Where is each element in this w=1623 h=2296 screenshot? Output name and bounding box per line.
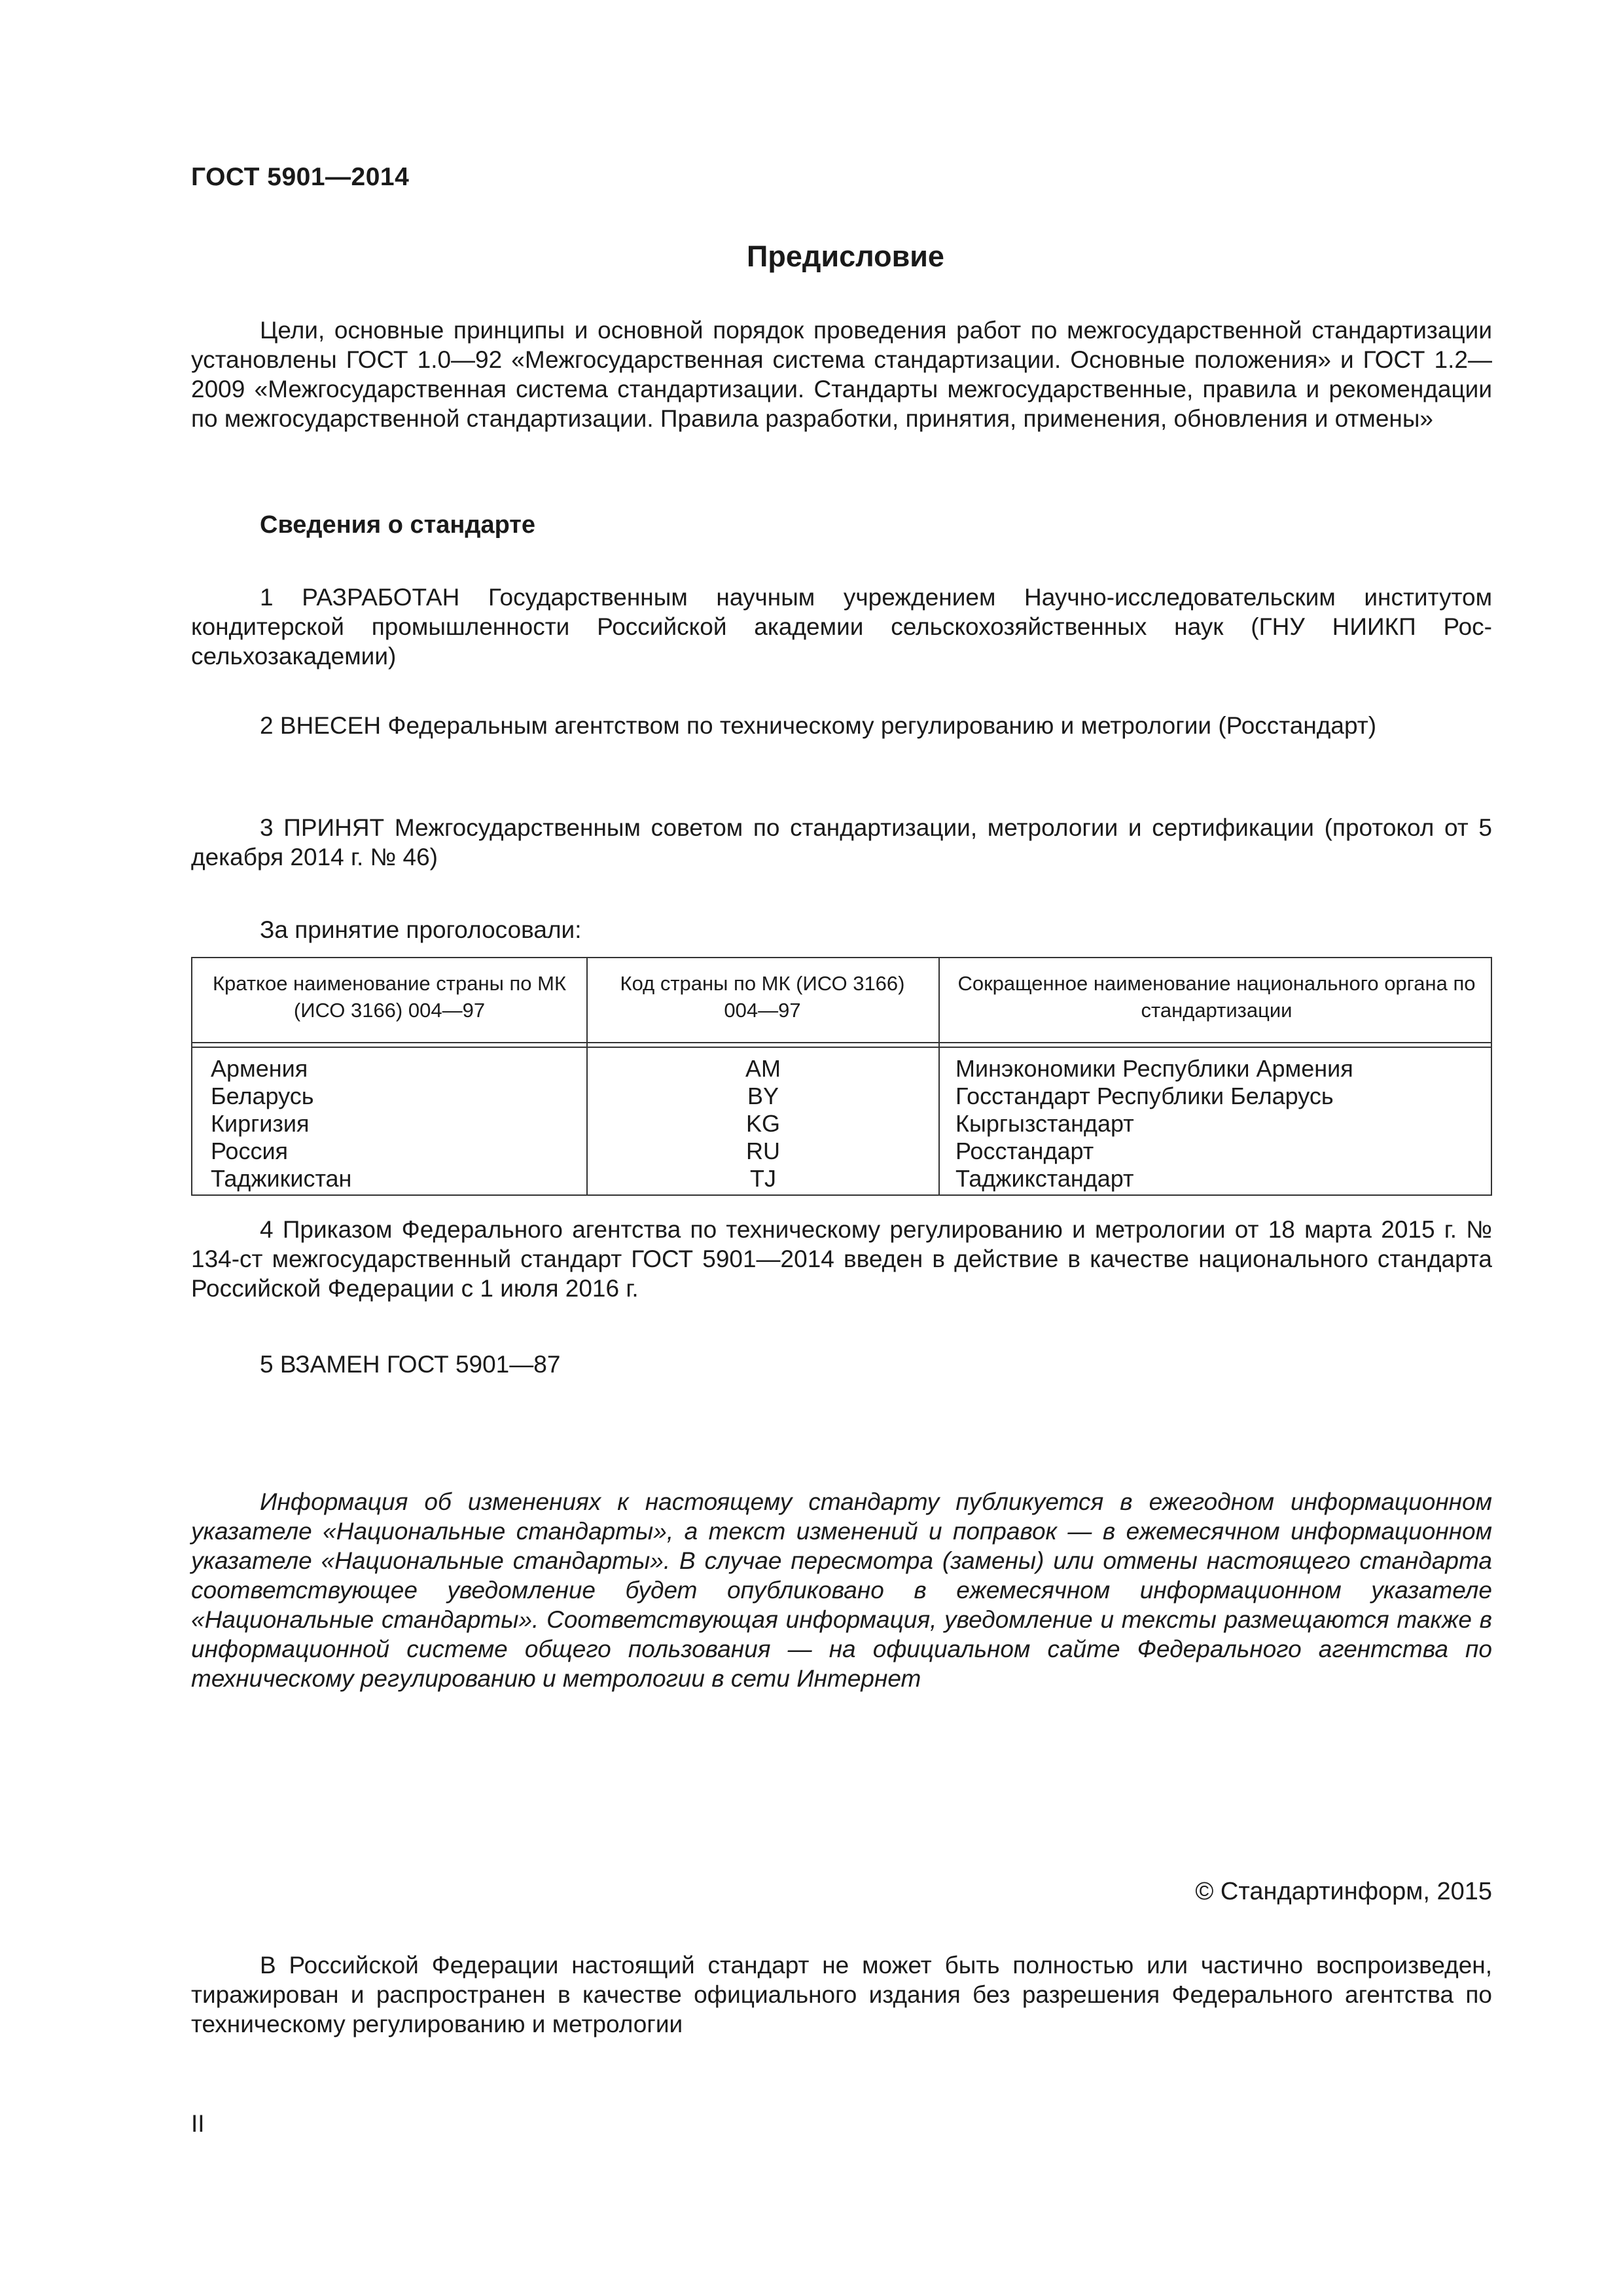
table-cell: TJ: [750, 1165, 776, 1192]
intro-paragraph: Цели, основные принципы и основной порядок проведения работ по межгосударственной стандартизации установлены ГОСТ 1.0—92 «Межгосударственная система стандартизации. Основные положения» и ГОСТ 1.2—2009 «Межгосударственная система стандартизации. Стандарты межгосударственные, правила и рекомендации по межгосударственной стандартизации. Правила разработки, принятия, применения, обновления и отмены»: [191, 317, 1492, 432]
vote-label: За принятие проголосовали:: [260, 916, 582, 943]
table-divider: [192, 1042, 1491, 1043]
table-cell: Россия: [211, 1138, 289, 1164]
item-5-paragraph: 5 ВЗАМЕН ГОСТ 5901—87: [260, 1351, 561, 1378]
item-4-paragraph: 4 Приказом Федерального агентства по техническому регулированию и метрологии от 18 марта 2015 г. № 134-ст межгосударственный стандарт ГОСТ 5901—2014 введен в действие в качестве национального стандарта Российской Федерации с 1 июля 2016 г.: [191, 1216, 1492, 1302]
table-cell: Минэкономики Республики Армения: [955, 1055, 1353, 1082]
copyright-notice: © Стандартинформ, 2015: [1195, 1878, 1492, 1905]
table-divider: [938, 958, 940, 1194]
table-cell: Армения: [211, 1055, 308, 1082]
table-header-body: Сокращенное наименование национального органа по стандартизации: [957, 972, 1476, 1022]
table-header-code: Код страны по МК (ИСО 3166) 004—97: [620, 972, 905, 1022]
table-header-country: Краткое наименование страны по МК (ИСО 3166) 004—97: [212, 972, 567, 1022]
item-3-paragraph: 3 ПРИНЯТ Межгосударственным советом по стандартизации, метрологии и сертификации (протокол от 5 декабря 2014 г. № 46): [191, 814, 1492, 870]
voting-table: [191, 957, 1492, 1196]
table-cell: Росстандарт: [955, 1138, 1094, 1164]
table-cell: Кыргызстандарт: [955, 1110, 1134, 1137]
info-heading: Сведения о стандарте: [260, 511, 536, 539]
table-cell: Киргизия: [211, 1110, 310, 1137]
table-cell: Таджикистан: [211, 1165, 352, 1192]
table-cell: BY: [747, 1083, 779, 1109]
reproduction-notice: В Российской Федерации настоящий стандарт не может быть полностью или частично воспроизведен, тиражирован и распространен в качестве официального издания без разрешения Федерального агентства по техническому регулированию и метрологии: [191, 1952, 1492, 2037]
table-cell: RU: [746, 1138, 780, 1164]
table-column-code: [588, 1055, 938, 1193]
table-cell: AM: [745, 1055, 781, 1082]
table-cell: Таджикстандарт: [955, 1165, 1134, 1192]
table-divider: [192, 1047, 1491, 1048]
table-cell: Беларусь: [211, 1083, 314, 1109]
standard-id-header: ГОСТ 5901—2014: [191, 163, 410, 191]
table-cell: Госстандарт Республики Беларусь: [955, 1083, 1334, 1109]
table-column-body: [955, 1055, 1353, 1193]
table-cell: KG: [745, 1110, 780, 1137]
page-number: II: [191, 2110, 205, 2137]
item-2-paragraph: 2 ВНЕСЕН Федеральным агентством по техническому регулированию и метрологии (Росстандарт): [260, 712, 1377, 739]
table-column-country: [211, 1055, 351, 1193]
changes-info-paragraph: Информация об изменениях к настоящему стандарту публикуется в ежегодном информационном указателе «Национальные стандарты», а текст изменений и поправок — в ежемесячном информационном указателе «Национальные стандарты». В случае пересмотра (замены) или отмены настоящего стандарта соответствующее уведомление будет опубликовано в ежемесячном информационном указателе «Национальные стандарты». Соответствующая информация, уведомление и тексты размещаются также в информационной системе общего пользования — на официальном сайте Федерального агентства по техническому регулированию и метрологии в сети Интернет: [191, 1488, 1492, 1692]
item-1-paragraph: 1 РАЗРАБОТАН Государственным научным учреждением Научно-исследовательским институтом кондитерской промышленности Российской академии сельскохозяйственных наук (ГНУ НИИКП Россельхозакадемии): [191, 584, 1492, 670]
page-title: Предисловие: [747, 240, 944, 273]
